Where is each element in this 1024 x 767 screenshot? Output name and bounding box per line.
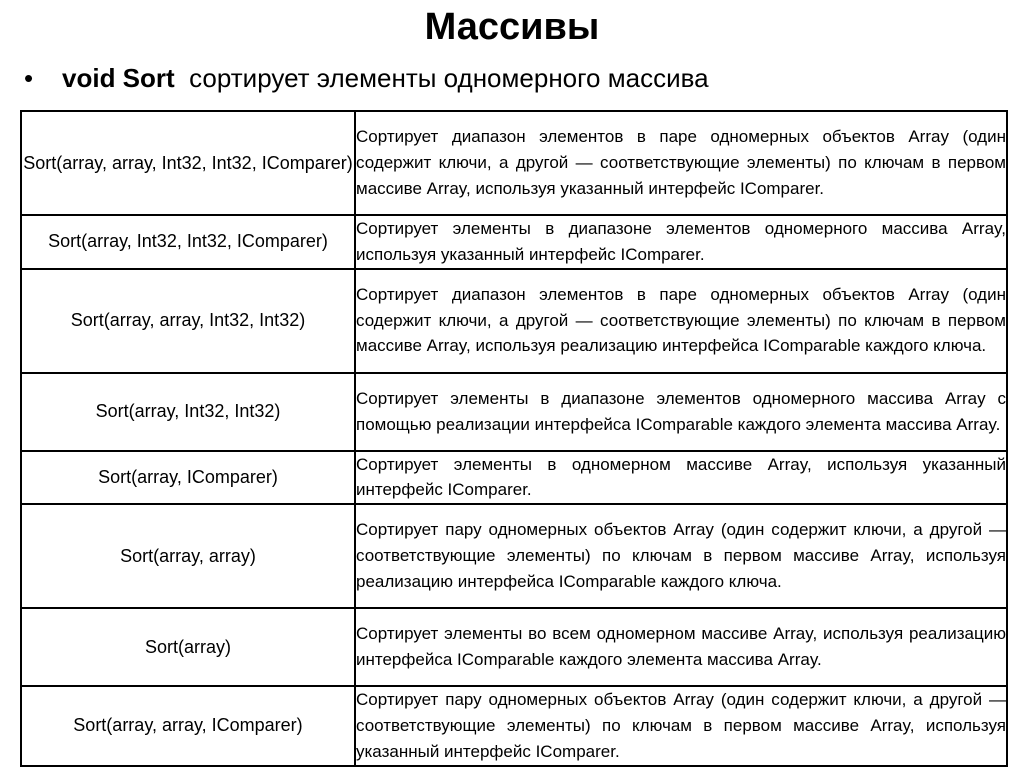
method-signature: Sort(array, array, Int32, Int32) [21,269,355,373]
sort-overloads-table [20,110,1008,767]
method-signature: Sort(array) [21,608,355,686]
method-description: Сортирует диапазон элементов в паре одномерных объектов Array (один содержит ключи, а другой — соответствующие элементы) по ключам в первом массиве Array, используя реализацию интерфейса IComparable каждого ключа. [355,269,1007,373]
table-row [21,608,1007,686]
table-row [21,269,1007,373]
method-description: Сортирует пару одномерных объектов Array (один содержит ключи, а другой — соответствующие элементы) по ключам в первом массиве Array, используя реализацию интерфейса IComparable каждого ключа. [355,504,1007,608]
table-row [21,504,1007,608]
method-signature: Sort(array, IComparer) [21,451,355,505]
method-signature: Sort(array, array, Int32, Int32, IComparer) [21,111,355,215]
subtitle-text: сортирует элементы одномерного массива [189,63,709,93]
method-signature: Sort(array, array) [21,504,355,608]
bullet-point: • [24,63,34,93]
table-row [21,451,1007,505]
method-signature: Sort(array, Int32, Int32, IComparer) [21,215,355,269]
method-description: Сортирует диапазон элементов в паре одномерных объектов Array (один содержит ключи, а другой — соответствующие элементы) по ключам в первом массиве Array, используя указанный интерфейс IComparer. [355,111,1007,215]
method-keyword: void Sort [62,63,175,93]
slide-title: Массивы [424,6,600,48]
table-row [21,215,1007,269]
method-signature: Sort(array, array, IComparer) [21,686,355,765]
method-description: Сортирует пару одномерных объектов Array (один содержит ключи, а другой — соответствующие элементы) по ключам в первом массиве Array, используя указанный интерфейс IComparer. [355,686,1007,765]
subtitle-bullet-line [24,60,709,96]
table-row [21,111,1007,215]
table-row [21,686,1007,765]
method-description: Сортирует элементы во всем одномерном массиве Array, используя реализацию интерфейса IComparable каждого элемента массива Array. [355,608,1007,686]
method-description: Сортирует элементы в диапазоне элементов одномерного массива Array, используя указанный интерфейс IComparer. [355,215,1007,269]
method-description: Сортирует элементы в одномерном массиве Array, используя указанный интерфейс IComparer. [355,451,1007,505]
table-row [21,373,1007,451]
method-signature: Sort(array, Int32, Int32) [21,373,355,451]
method-description: Сортирует элементы в диапазоне элементов одномерного массива Array с помощью реализации интерфейса IComparable каждого элемента массива Array. [355,373,1007,451]
